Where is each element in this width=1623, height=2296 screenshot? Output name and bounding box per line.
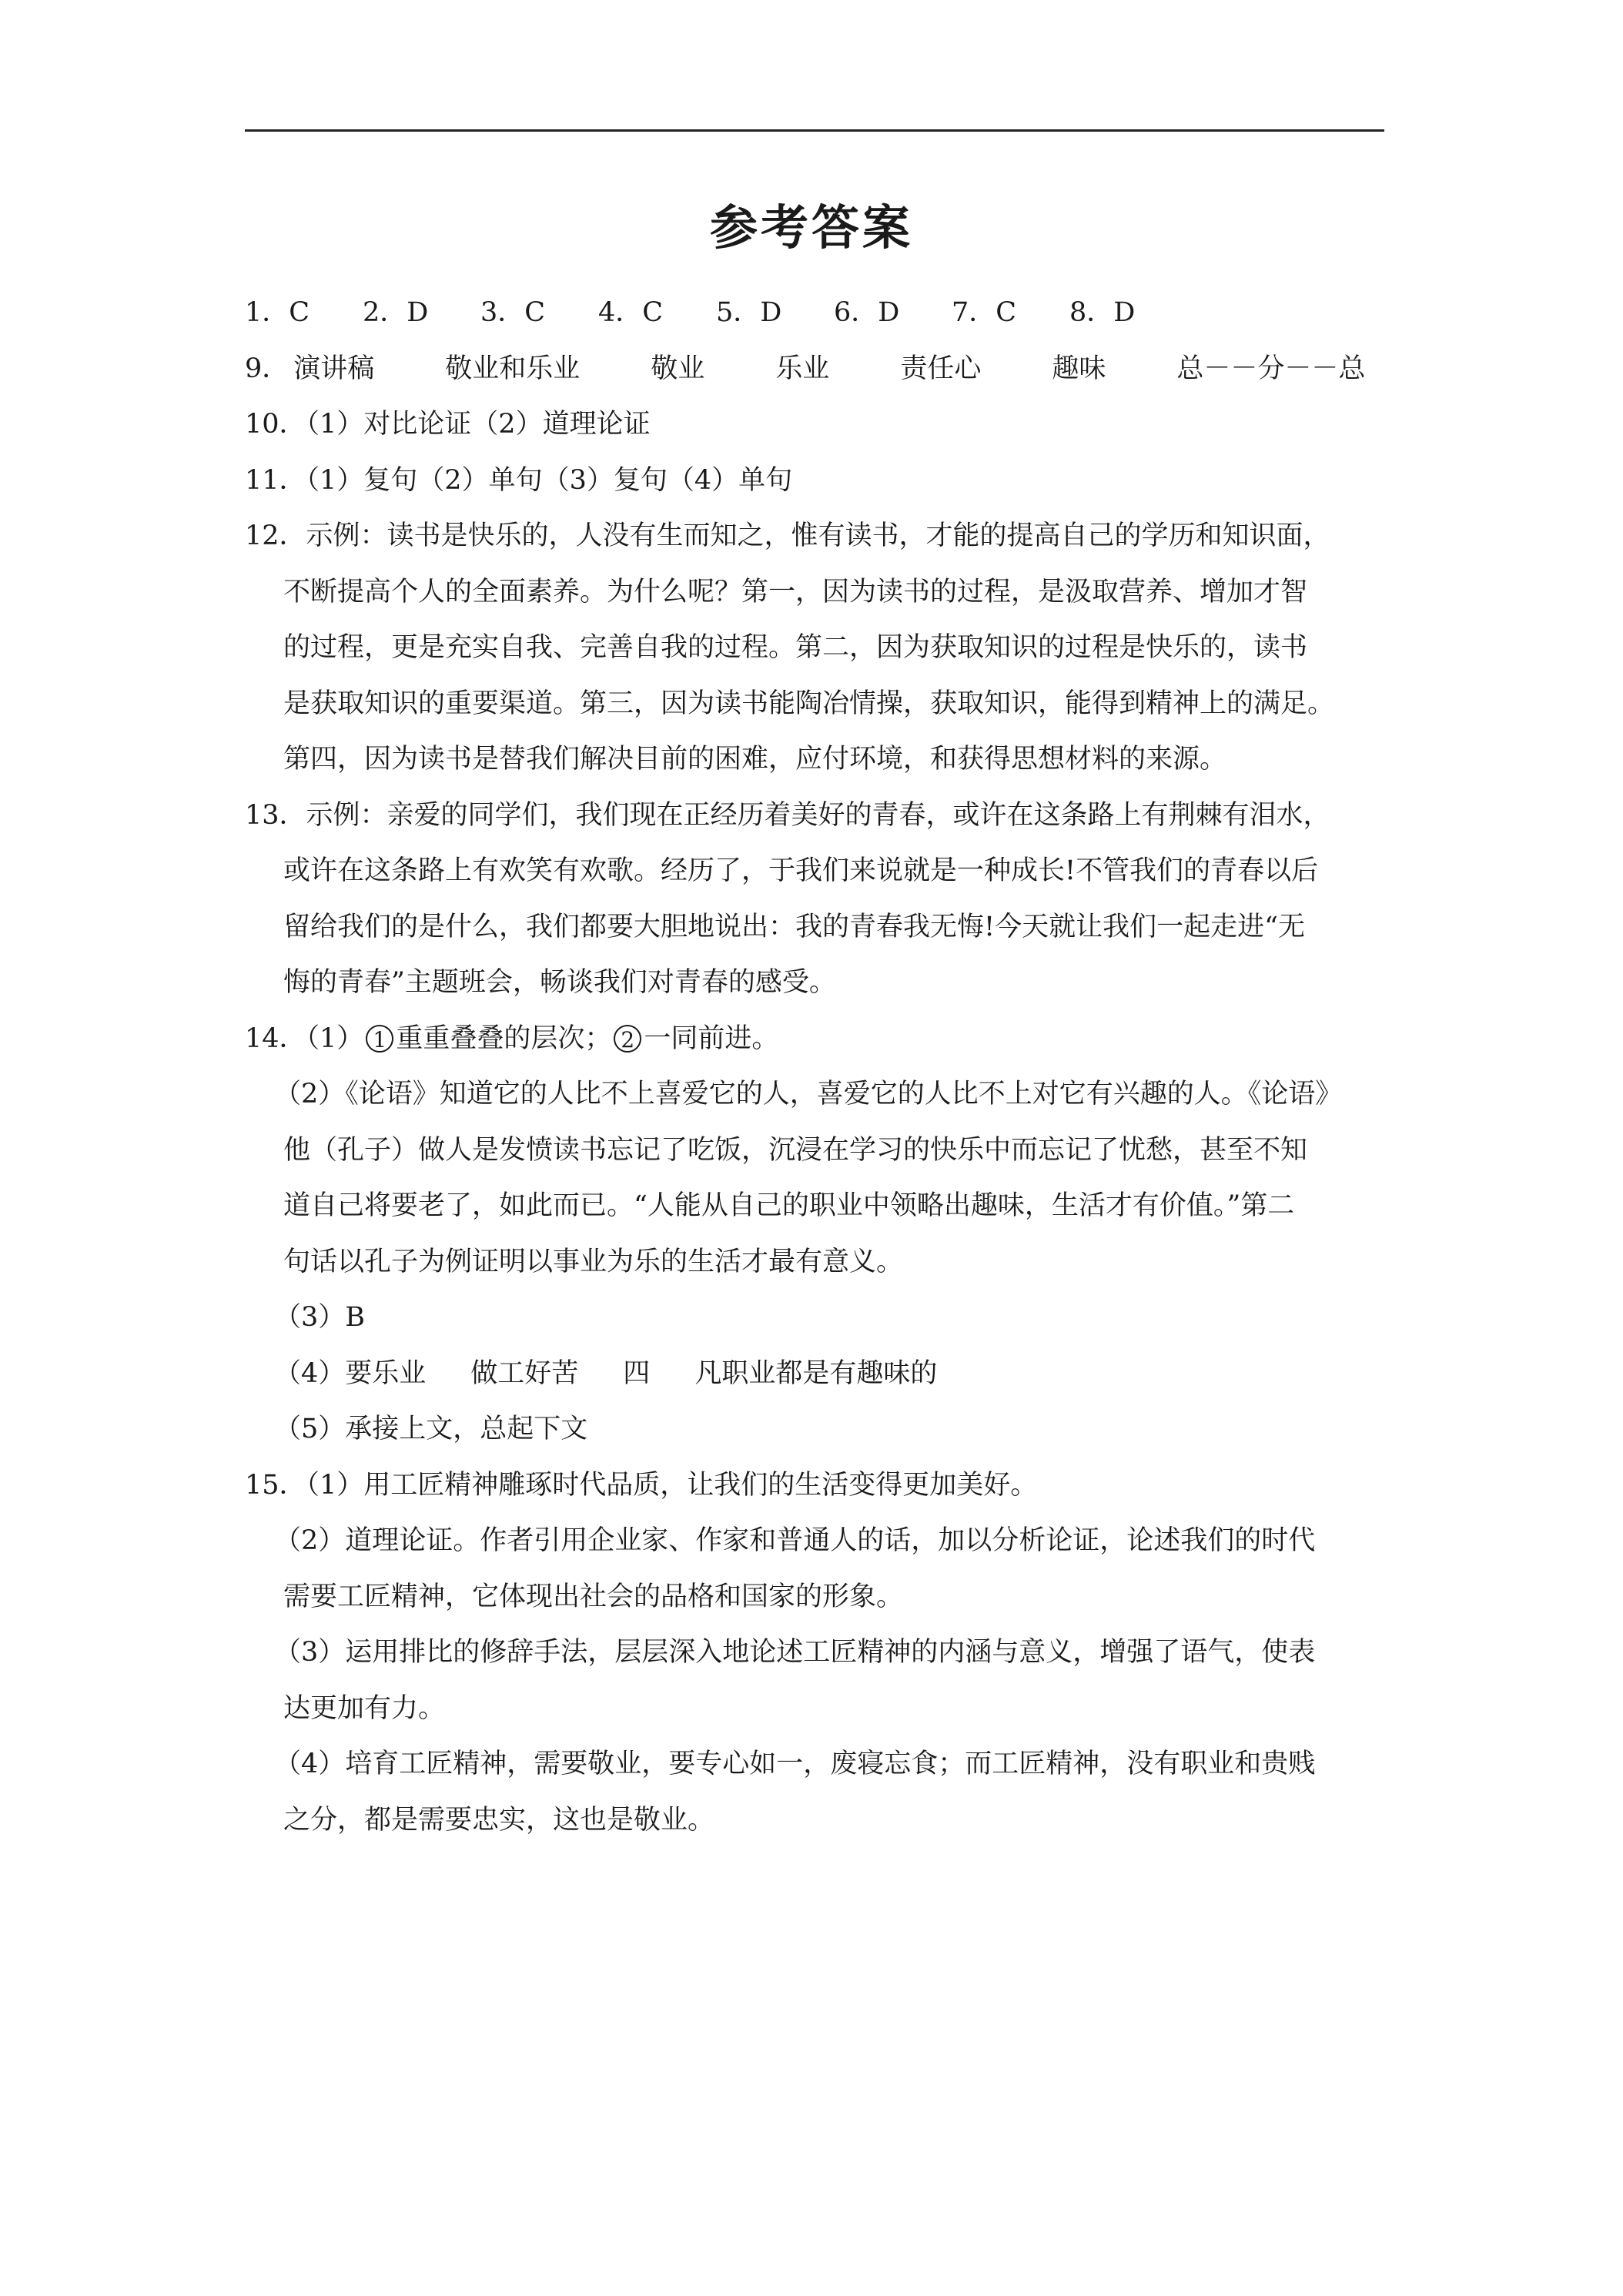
text-line: 第四，因为读书是替我们解决目前的困难，应付环境，和获得思想材料的来源。 <box>283 744 1227 775</box>
answer-q15-1: 15．（1）用工匠精神雕琢时代品质，让我们的生活变得更加美好。 <box>245 1469 1038 1501</box>
answer-item: 1．C <box>245 297 310 328</box>
answer-q10: 10．（1）对比论证（2）道理论证 <box>245 409 651 440</box>
text-line: （3）运用排比的修辞手法，层层深入地论述工匠精神的内涵与意义，增强了语气，使表 <box>274 1637 1316 1668</box>
text-line: 悔的青春”主题班会，畅谈我们对青春的感受。 <box>283 967 836 998</box>
question-number: 14．（1） <box>245 1022 364 1054</box>
answer-item: 2．D <box>363 297 429 328</box>
answer-q14 <box>245 1011 1384 1458</box>
answer-q15 <box>245 1458 1384 1849</box>
answer-item: 4．C <box>598 297 664 328</box>
text-line: 需要工匠精神，它体现出社会的品格和国家的形象。 <box>283 1581 904 1612</box>
answer-item: 6．D <box>834 297 900 328</box>
answer-q13 <box>245 788 1384 1011</box>
text-line: 道自己将要老了，如此而已。“人能从自己的职业中领略出趣味，生活才有价值。”第二 <box>283 1190 1295 1221</box>
answer-text: 一同前进。 <box>644 1022 779 1054</box>
text-line: 留给我们的是什么，我们都要大胆地说出：我的青春我无悔!今天就让我们一起走进“无 <box>283 911 1305 942</box>
answer-q14-3: （3）B <box>274 1302 365 1333</box>
text-line: 是获取知识的重要渠道。第三，因为读书能陶冶情操，获取知识，能得到精神上的满足。 <box>283 688 1335 719</box>
answer-q9 <box>245 341 1384 397</box>
text-line: （2）《论语》知道它的人比不上喜爱它的人，喜爱它的人比不上对它有兴趣的人。《论语》 <box>274 1079 1343 1110</box>
circled-number: 2 <box>614 1025 641 1053</box>
answer-item: 3．C <box>480 297 546 328</box>
answer-q14-1 <box>245 1011 1384 1067</box>
text-line: 的过程，更是充实自我、完善自我的过程。第二，因为获取知识的过程是快乐的，读书 <box>283 632 1308 663</box>
answer-item: 趣味 <box>1052 353 1106 384</box>
text-line: 13．示例：亲爱的同学们，我们现在正经历着美好的青春，或许在这条路上有荆棘有泪水， <box>245 799 1330 831</box>
text-line: 或许在这条路上有欢笑有欢歌。经历了，于我们来说就是一种成长!不管我们的青春以后 <box>283 855 1319 886</box>
answer-item: 5．D <box>716 297 782 328</box>
text-line: 达更加有力。 <box>283 1692 446 1724</box>
text-line: （4）培育工匠精神，需要敬业，要专心如一，废寝忘食；而工匠精神，没有职业和贵贱 <box>274 1749 1316 1779</box>
answer-item: 责任心 <box>900 353 982 384</box>
text-line: 他（孔子）做人是发愤读书忘记了吃饭，沉浸在学习的快乐中而忘记了忧愁，甚至不知 <box>283 1134 1308 1166</box>
answer-q12 <box>245 508 1384 788</box>
answer-item: 四 <box>623 1357 651 1389</box>
answer-item: 做工好苦 <box>470 1357 579 1389</box>
answer-item: 7．C <box>952 297 1017 328</box>
answer-item: 乐业 <box>775 353 830 384</box>
answer-item: （4）要乐业 <box>274 1357 427 1389</box>
answer-item: 总－－分－－总 <box>1176 353 1366 384</box>
answer-item: 演讲稿 <box>293 353 375 384</box>
answer-q1-8 <box>245 285 1384 341</box>
answer-item: 敬业和乐业 <box>445 353 581 384</box>
answer-q14-5: （5）承接上文，总起下文 <box>274 1414 588 1444</box>
answer-q14-4 <box>245 1346 1384 1402</box>
answer-item: 敬业 <box>651 353 705 384</box>
text-line: 12．示例：读书是快乐的，人没有生而知之，惟有读书，才能的提高自己的学历和知识面， <box>245 520 1330 551</box>
text-line: （2）道理论证。作者引用企业家、作家和普通人的话，加以分析论证，论述我们的时代 <box>274 1525 1316 1556</box>
answer-item: 8．D <box>1069 297 1136 328</box>
text-line: 之分，都是需要忠实，这也是敬业。 <box>283 1804 715 1836</box>
text-line: 句话以孔子为例证明以事业为乐的生活才最有意义。 <box>283 1246 904 1277</box>
text-line: 不断提高个人的全面素养。为什么呢？第一，因为读书的过程，是汲取营养、增加才智 <box>283 576 1308 607</box>
answer-q11: 11．（1）复句（2）单句（3）复句（4）单句 <box>245 464 793 496</box>
page-title: 参考答案 <box>709 199 913 256</box>
answer-text: 重重叠叠的层次； <box>396 1022 612 1054</box>
answer-item: 凡职业都是有趣味的 <box>694 1357 938 1389</box>
circled-number: 1 <box>366 1025 393 1053</box>
question-number: 9． <box>245 353 289 384</box>
answer-content <box>245 285 1384 1848</box>
header-rule <box>245 129 1384 132</box>
